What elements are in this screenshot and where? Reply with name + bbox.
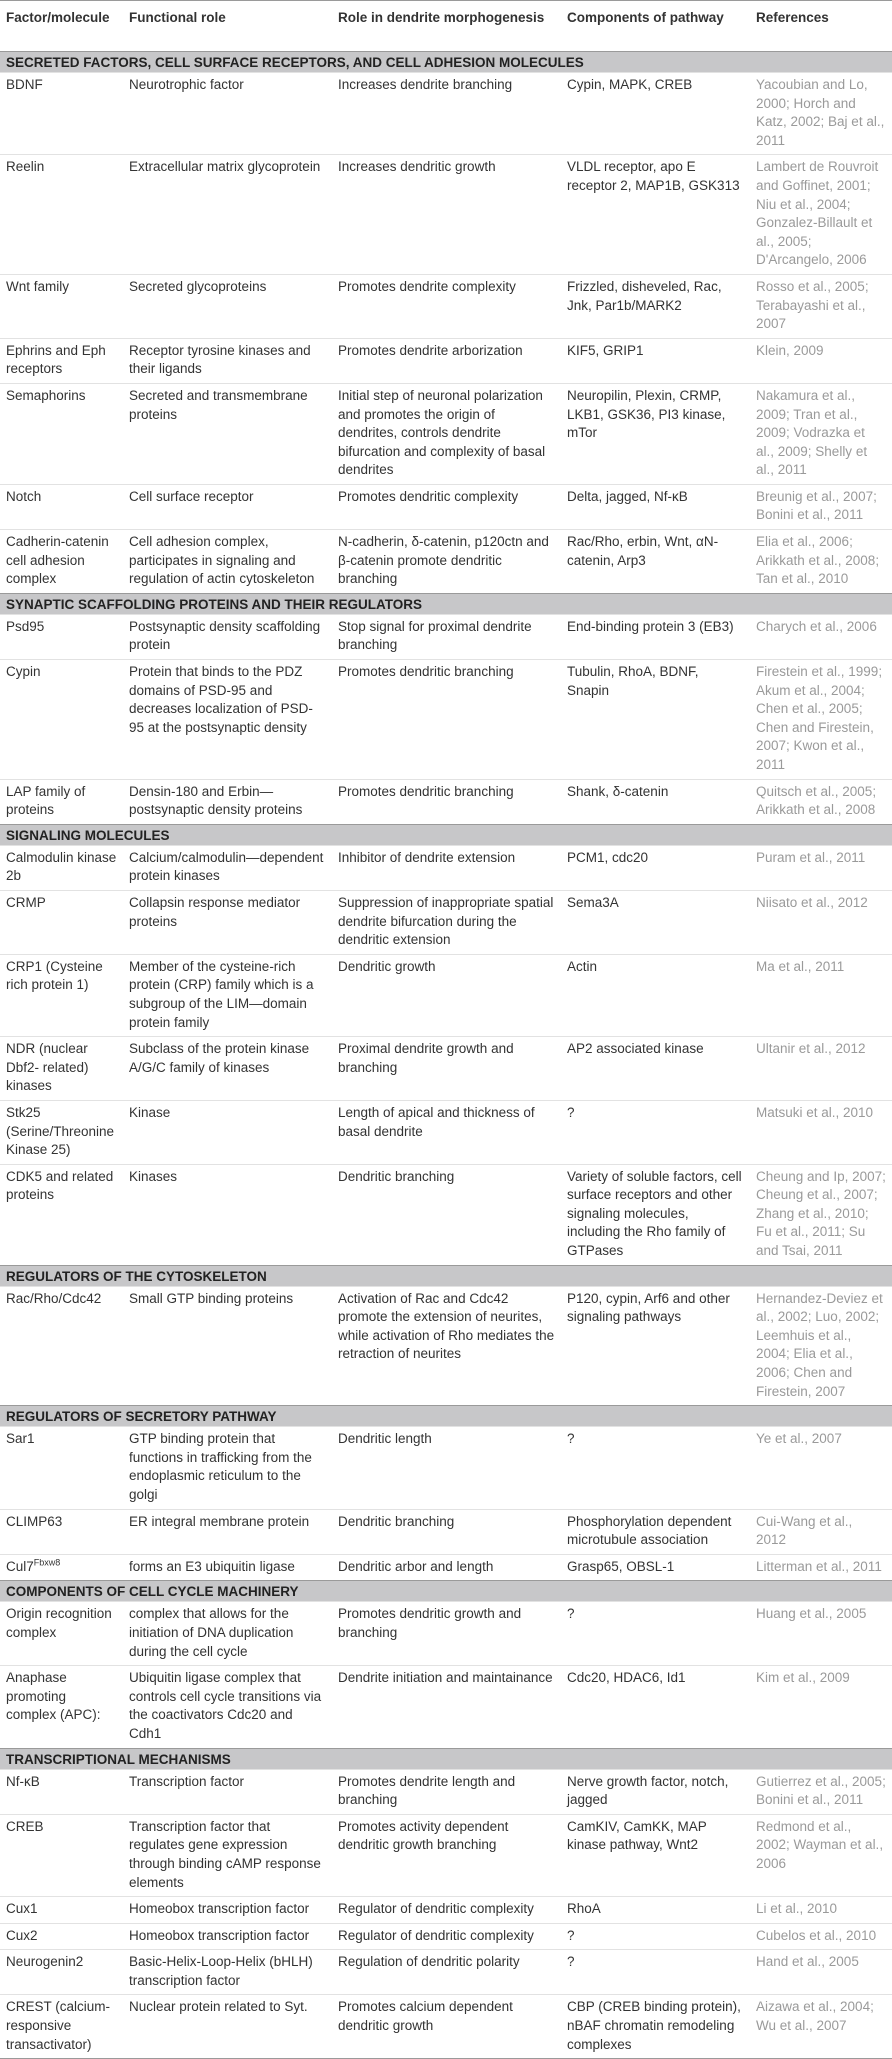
table-row [0, 1950, 892, 1995]
table-row [0, 1100, 892, 1164]
header-components: Components of pathway [567, 10, 724, 25]
functional-role-cell: Postsynaptic density scaffolding protein [123, 614, 332, 659]
functional-role-cell: Cell surface receptor [123, 484, 332, 529]
functional-role-cell: Ubiquitin ligase complex that controls cell cycle transitions via the coactivators Cdc20 and Cdh1 [123, 1666, 332, 1748]
dendrite-role-cell: Suppression of inappropriate spatial dendrite bifurcation during the dendritic extension [332, 890, 561, 954]
dendrite-role-cell: Length of apical and thickness of basal dendrite [332, 1100, 561, 1164]
factor-cell: Ephrins and Eph receptors [0, 338, 123, 383]
components-cell: Frizzled, disheveled, Rac, Jnk, Par1b/MARK2 [561, 274, 750, 338]
dendrite-role-cell: Proximal dendrite growth and branching [332, 1037, 561, 1101]
functional-role-cell: ER integral membrane protein [123, 1509, 332, 1554]
components-cell: CBP (CREB binding protein), nBAF chromatin remodeling complexes [561, 1995, 750, 2059]
table-row [0, 1427, 892, 1509]
components-cell: Actin [561, 954, 750, 1036]
references-cell: Charych et al., 2006 [750, 614, 892, 659]
components-cell: Shank, δ-catenin [561, 779, 750, 824]
components-cell: ? [561, 1100, 750, 1164]
table-row [0, 484, 892, 529]
functional-role-cell: Collapsin response mediator proteins [123, 890, 332, 954]
dendrite-role-cell: Regulator of dendritic complexity [332, 1923, 561, 1950]
table-row [0, 1995, 892, 2059]
references-cell: Ma et al., 2011 [750, 954, 892, 1036]
dendrite-role-cell: Dendritic growth [332, 954, 561, 1036]
dendrite-role-cell: Stop signal for proximal dendrite branching [332, 614, 561, 659]
components-cell: RhoA [561, 1897, 750, 1924]
table-row [0, 614, 892, 659]
header-factor: Factor/molecule [6, 10, 110, 25]
table-body [0, 52, 892, 2059]
factor-cell: $Cul7^{Fbxw8}$ [0, 1554, 123, 1581]
factor-cell: Cux1 [0, 1897, 123, 1924]
factor-cell: Cypin [0, 660, 123, 780]
table-row [0, 73, 892, 155]
references-cell: Hand et al., 2005 [750, 1950, 892, 1995]
dendrite-role-cell: Promotes dendritic branching [332, 660, 561, 780]
components-cell: End-binding protein 3 (EB3) [561, 614, 750, 659]
table-row [0, 1037, 892, 1101]
factor-cell: Cadherin-catenin cell adhesion complex [0, 530, 123, 594]
references-cell: Li et al., 2010 [750, 1897, 892, 1924]
table-row [0, 845, 892, 890]
dendrite-role-cell: Promotes dendritic growth and branching [332, 1602, 561, 1666]
references-cell: Puram et al., 2011 [750, 845, 892, 890]
functional-role-cell: Kinases [123, 1164, 332, 1265]
table-row [0, 383, 892, 484]
functional-role-cell: GTP binding protein that functions in trafficking from the endoplasmic reticulum to the golgi [123, 1427, 332, 1509]
functional-role-cell: Basic-Helix-Loop-Helix (bHLH) transcription factor [123, 1950, 332, 1995]
references-cell: Aizawa et al., 2004; Wu et al., 2007 [750, 1995, 892, 2059]
table-row [0, 274, 892, 338]
functional-role-cell: Kinase [123, 1100, 332, 1164]
factor-cell: LAP family of proteins [0, 779, 123, 824]
references-cell: Klein, 2009 [750, 338, 892, 383]
references-cell: Ultanir et al., 2012 [750, 1037, 892, 1101]
factor-cell: BDNF [0, 73, 123, 155]
references-cell: Matsuki et al., 2010 [750, 1100, 892, 1164]
table-row [0, 1897, 892, 1924]
factor-cell: Sar1 [0, 1427, 123, 1509]
table-row [0, 1509, 892, 1554]
references-cell: Ye et al., 2007 [750, 1427, 892, 1509]
functional-role-cell: Transcription factor that regulates gene expression through binding cAMP response elements [123, 1814, 332, 1896]
functional-role-cell: Member of the cysteine-rich protein (CRP) family which is a subgroup of the LIM—domain protein family [123, 954, 332, 1036]
components-cell: Neuropilin, Plexin, CRMP, LKB1, GSK36, PI3 kinase, mTor [561, 383, 750, 484]
factor-cell: Cux2 [0, 1923, 123, 1950]
dendrite-role-cell: Promotes calcium dependent dendritic growth [332, 1995, 561, 2059]
factor-cell: Neurogenin2 [0, 1950, 123, 1995]
factor-cell: CREB [0, 1814, 123, 1896]
functional-role-cell: Protein that binds to the PDZ domains of PSD-95 and decreases localization of PSD-95 at the postsynaptic density [123, 660, 332, 780]
components-cell: ? [561, 1950, 750, 1995]
references-cell: Lambert de Rouvroit and Goffinet, 2001; Niu et al., 2004; Gonzalez-Billault et al., 2005; D'Arcangelo, 2006 [750, 155, 892, 275]
functional-role-cell: Secreted and transmembrane proteins [123, 383, 332, 484]
table-row [0, 338, 892, 383]
dendrite-role-cell: Regulator of dendritic complexity [332, 1897, 561, 1924]
dendrite-role-cell: Increases dendrite branching [332, 73, 561, 155]
dendrite-role-cell: Initial step of neuronal polarization and promotes the origin of dendrites, controls dendrite bifurcation and complexity of basal dendrites [332, 383, 561, 484]
table-header [0, 1, 892, 52]
components-cell: Cypin, MAPK, CREB [561, 73, 750, 155]
components-cell: AP2 associated kinase [561, 1037, 750, 1101]
components-cell: ? [561, 1602, 750, 1666]
functional-role-cell: Extracellular matrix glycoprotein [123, 155, 332, 275]
functional-role-cell: Transcription factor [123, 1769, 332, 1814]
table-row [0, 890, 892, 954]
factor-cell: CDK5 and related proteins [0, 1164, 123, 1265]
functional-role-cell: Receptor tyrosine kinases and their ligands [123, 338, 332, 383]
dendrite-role-cell: Promotes dendrite arborization [332, 338, 561, 383]
table-row [0, 1554, 892, 1581]
table-row [0, 530, 892, 594]
factor-cell: Wnt family [0, 274, 123, 338]
section-header-row [0, 1581, 892, 1602]
table-row [0, 954, 892, 1036]
factor-cell: CRMP [0, 890, 123, 954]
functional-role-cell: Small GTP binding proteins [123, 1286, 332, 1406]
header-dendrite-role: Role in dendrite morphogenesis [338, 10, 545, 25]
components-cell: Sema3A [561, 890, 750, 954]
functional-role-cell: Homeobox transcription factor [123, 1923, 332, 1950]
section-title: SYNAPTIC SCAFFOLDING PROTEINS AND THEIR REGULATORS [0, 593, 892, 614]
references-cell: Elia et al., 2006; Arikkath et al., 2008; Tan et al., 2010 [750, 530, 892, 594]
section-header-row [0, 1748, 892, 1769]
references-cell: Gutierrez et al., 2005; Bonini et al., 2011 [750, 1769, 892, 1814]
functional-role-cell: complex that allows for the initiation of DNA duplication during the cell cycle [123, 1602, 332, 1666]
functional-role-cell: Nuclear protein related to Syt. [123, 1995, 332, 2059]
factor-cell: NDR (nuclear Dbf2- related) kinases [0, 1037, 123, 1101]
factor-cell: Psd95 [0, 614, 123, 659]
functional-role-cell: Neurotrophic factor [123, 73, 332, 155]
section-title: REGULATORS OF SECRETORY PATHWAY [0, 1406, 892, 1427]
dendrite-role-cell: Dendritic branching [332, 1164, 561, 1265]
components-cell: PCM1, cdc20 [561, 845, 750, 890]
factor-cell: Semaphorins [0, 383, 123, 484]
factor-cell: Origin recognition complex [0, 1602, 123, 1666]
dendrite-role-cell: Promotes activity dependent dendritic growth branching [332, 1814, 561, 1896]
references-cell: Cheung and Ip, 2007; Cheung et al., 2007; Zhang et al., 2010; Fu et al., 2011; Su and Tsai, 2011 [750, 1164, 892, 1265]
factor-cell: Stk25 (Serine/Threonine Kinase 25) [0, 1100, 123, 1164]
functional-role-cell: Secreted glycoproteins [123, 274, 332, 338]
components-cell: Variety of soluble factors, cell surface receptors and other signaling molecules, including the Rho family of GTPases [561, 1164, 750, 1265]
header-references: References [756, 10, 829, 25]
components-cell: Phosphorylation dependent microtubule association [561, 1509, 750, 1554]
functional-role-cell: forms an E3 ubiquitin ligase [123, 1554, 332, 1581]
references-cell: Nakamura et al., 2009; Tran et al., 2009; Vodrazka et al., 2009; Shelly et al., 2011 [750, 383, 892, 484]
factor-cell: CLIMP63 [0, 1509, 123, 1554]
table-row [0, 1814, 892, 1896]
references-cell: Hernandez-Deviez et al., 2002; Luo, 2002; Leemhuis et al., 2004; Elia et al., 2006; Chen and Firestein, 2007 [750, 1286, 892, 1406]
dendrite-role-cell: Dendritic arbor and length [332, 1554, 561, 1581]
section-title: REGULATORS OF THE CYTOSKELETON [0, 1265, 892, 1286]
dendrite-role-cell: N-cadherin, δ-catenin, p120ctn and β-catenin promote dendritic branching [332, 530, 561, 594]
references-cell: Rosso et al., 2005; Terabayashi et al., 2007 [750, 274, 892, 338]
dendrite-role-cell: Dendritic branching [332, 1509, 561, 1554]
components-cell: Rac/Rho, erbin, Wnt, αN-catenin, Arp3 [561, 530, 750, 594]
section-header-row [0, 1406, 892, 1427]
section-header-row [0, 593, 892, 614]
dendrite-role-cell: Activation of Rac and Cdc42 promote the extension of neurites, while activation of Rho mediates the retraction of neurites [332, 1286, 561, 1406]
references-cell: Kim et al., 2009 [750, 1666, 892, 1748]
components-cell: Cdc20, HDAC6, Id1 [561, 1666, 750, 1748]
components-cell: ? [561, 1923, 750, 1950]
table-row [0, 155, 892, 275]
section-header-row [0, 824, 892, 845]
references-cell: Firestein et al., 1999; Akum et al., 2004; Chen et al., 2005; Chen and Firestein, 2007; Kwon et al., 2011 [750, 660, 892, 780]
components-cell: VLDL receptor, apo E receptor 2, MAP1B, GSK313 [561, 155, 750, 275]
table-row [0, 1286, 892, 1406]
factor-cell: Nf-κB [0, 1769, 123, 1814]
dendrite-role-cell: Dendrite initiation and maintainance [332, 1666, 561, 1748]
factor-cell: CRP1 (Cysteine rich protein 1) [0, 954, 123, 1036]
references-cell: Breunig et al., 2007; Bonini et al., 2011 [750, 484, 892, 529]
dendrite-role-cell: Promotes dendritic branching [332, 779, 561, 824]
functional-role-cell: Densin-180 and Erbin—postsynaptic density proteins [123, 779, 332, 824]
functional-role-cell: Subclass of the protein kinase A/G/C family of kinases [123, 1037, 332, 1101]
dendrite-role-cell: Promotes dendritic complexity [332, 484, 561, 529]
dendrite-role-cell: Promotes dendrite length and branching [332, 1769, 561, 1814]
section-title: SECRETED FACTORS, CELL SURFACE RECEPTORS, AND CELL ADHESION MOLECULES [0, 52, 892, 73]
section-title: SIGNALING MOLECULES [0, 824, 892, 845]
components-cell: CamKIV, CamKK, MAP kinase pathway, Wnt2 [561, 1814, 750, 1896]
table-row [0, 1164, 892, 1265]
references-cell: Quitsch et al., 2005; Arikkath et al., 2008 [750, 779, 892, 824]
functional-role-cell: Homeobox transcription factor [123, 1897, 332, 1924]
dendrite-role-cell: Inhibitor of dendrite extension [332, 845, 561, 890]
references-cell: Huang et al., 2005 [750, 1602, 892, 1666]
table-row [0, 1923, 892, 1950]
table-row [0, 1602, 892, 1666]
functional-role-cell: Cell adhesion complex, participates in signaling and regulation of actin cytoskeleton [123, 530, 332, 594]
section-header-row [0, 1265, 892, 1286]
section-header-row [0, 52, 892, 73]
factor-cell: Reelin [0, 155, 123, 275]
components-cell: Nerve growth factor, notch, jagged [561, 1769, 750, 1814]
dendrite-role-cell: Increases dendritic growth [332, 155, 561, 275]
dendrite-role-cell: Regulation of dendritic polarity [332, 1950, 561, 1995]
header-functional-role: Functional role [129, 10, 226, 25]
section-title: COMPONENTS OF CELL CYCLE MACHINERY [0, 1581, 892, 1602]
references-cell: Yacoubian and Lo, 2000; Horch and Katz, 2002; Baj et al., 2011 [750, 73, 892, 155]
references-cell: Niisato et al., 2012 [750, 890, 892, 954]
factor-cell: CREST (calcium-responsive transactivator) [0, 1995, 123, 2059]
dendrite-role-cell: Dendritic length [332, 1427, 561, 1509]
dendrite-role-cell: Promotes dendrite complexity [332, 274, 561, 338]
factor-cell: Calmodulin kinase 2b [0, 845, 123, 890]
factor-cell: Anaphase promoting complex (APC): [0, 1666, 123, 1748]
table-row [0, 779, 892, 824]
components-cell: Grasp65, OBSL-1 [561, 1554, 750, 1581]
table-row [0, 660, 892, 780]
components-cell: Delta, jagged, Nf-κB [561, 484, 750, 529]
section-title: TRANSCRIPTIONAL MECHANISMS [0, 1748, 892, 1769]
components-cell: ? [561, 1427, 750, 1509]
table-row [0, 1666, 892, 1748]
references-cell: Cui-Wang et al., 2012 [750, 1509, 892, 1554]
components-cell: Tubulin, RhoA, BDNF, Snapin [561, 660, 750, 780]
factor-cell: Notch [0, 484, 123, 529]
components-cell: P120, cypin, Arf6 and other signaling pathways [561, 1286, 750, 1406]
references-cell: Redmond et al., 2002; Wayman et al., 2006 [750, 1814, 892, 1896]
references-cell: Cubelos et al., 2010 [750, 1923, 892, 1950]
table-row [0, 1769, 892, 1814]
functional-role-cell: Calcium/calmodulin—dependent protein kinases [123, 845, 332, 890]
references-cell: Litterman et al., 2011 [750, 1554, 892, 1581]
components-cell: KIF5, GRIP1 [561, 338, 750, 383]
factor-cell: Rac/Rho/Cdc42 [0, 1286, 123, 1406]
